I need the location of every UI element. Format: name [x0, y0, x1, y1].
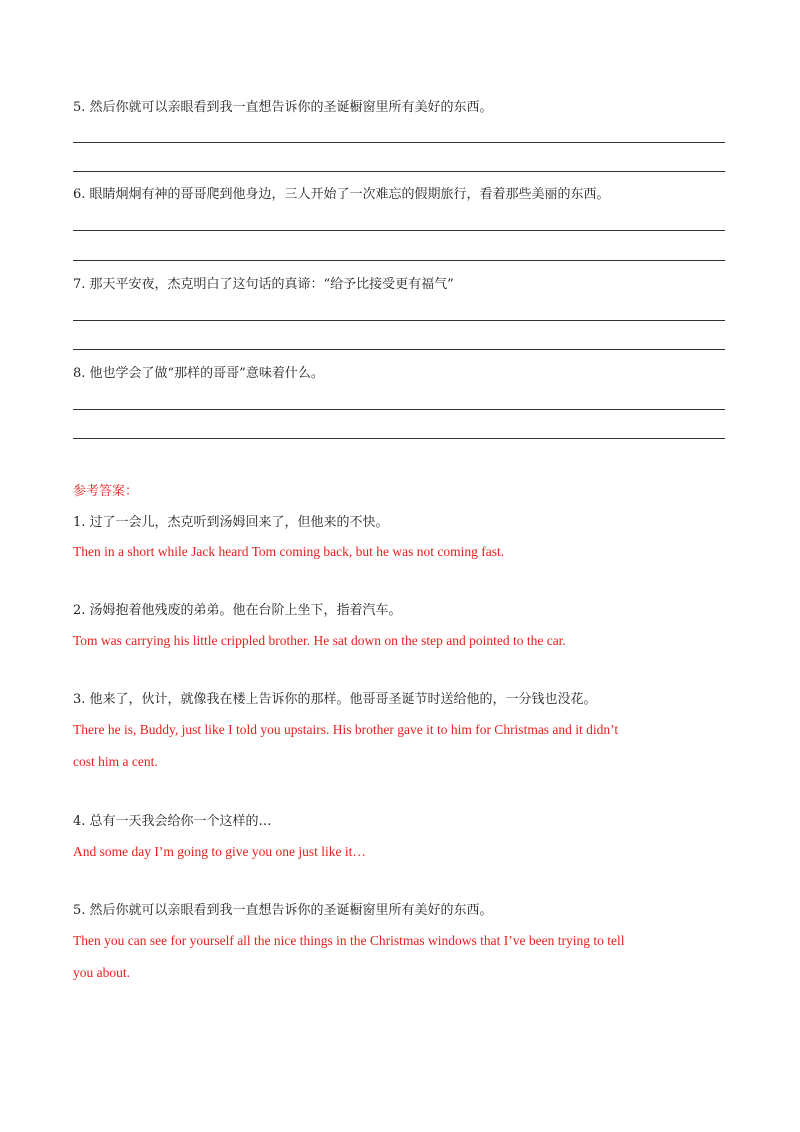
answer-text-4: And some day I’m going to give you one just like it…	[73, 844, 366, 859]
exercise-7: 7. 那天平安夜，杰克明白了这句话的真谛：“给予比接受更有福气”	[73, 277, 454, 292]
exercise-5: 5. 然后你就可以亲眼看到我一直想告诉你的圣诞橱窗里所有美好的东西。	[73, 100, 493, 115]
answer-blank-line	[73, 230, 725, 231]
answers-heading: 参考答案：	[73, 484, 139, 499]
answer-text-5: Then you can see for yourself all the nice things in the Christmas windows that I’ve been trying to tell	[73, 933, 625, 948]
answer-question-3: 3. 他来了，伙计，就像我在楼上告诉你的那样。他哥哥圣诞节时送给他的，一分钱也没花。	[73, 692, 597, 707]
answer-blank-line	[73, 409, 725, 410]
answer-question-4: 4. 总有一天我会给你一个这样的…	[73, 814, 272, 829]
answer-text-2: Tom was carrying his little crippled brother. He sat down on the step and pointed to the car.	[73, 633, 566, 648]
exercise-8: 8. 他也学会了做“那样的哥哥”意味着什么。	[73, 366, 324, 381]
answer-blank-line	[73, 349, 725, 350]
exercise-6: 6. 眼睛炯炯有神的哥哥爬到他身边，三人开始了一次难忘的假期旅行，看着那些美丽的东西。	[73, 187, 610, 202]
answer-blank-line	[73, 320, 725, 321]
answer-question-5: 5. 然后你就可以亲眼看到我一直想告诉你的圣诞橱窗里所有美好的东西。	[73, 903, 493, 918]
answer-question-1: 1. 过了一会儿，杰克听到汤姆回来了，但他来的不快。	[73, 515, 389, 530]
answer-text-5-cont: you about.	[73, 965, 130, 980]
answer-blank-line	[73, 260, 725, 261]
answer-blank-line	[73, 438, 725, 439]
answer-text-3-cont: cost him a cent.	[73, 754, 158, 769]
answer-blank-line	[73, 142, 725, 143]
answer-question-2: 2. 汤姆抱着他残废的弟弟。他在台阶上坐下，指着汽车。	[73, 603, 402, 618]
answer-text-3: There he is, Buddy, just like I told you upstairs. His brother gave it to him for Christmas and it didn’t	[73, 722, 619, 737]
answer-text-1: Then in a short while Jack heard Tom coming back, but he was not coming fast.	[73, 544, 505, 559]
answer-blank-line	[73, 171, 725, 172]
